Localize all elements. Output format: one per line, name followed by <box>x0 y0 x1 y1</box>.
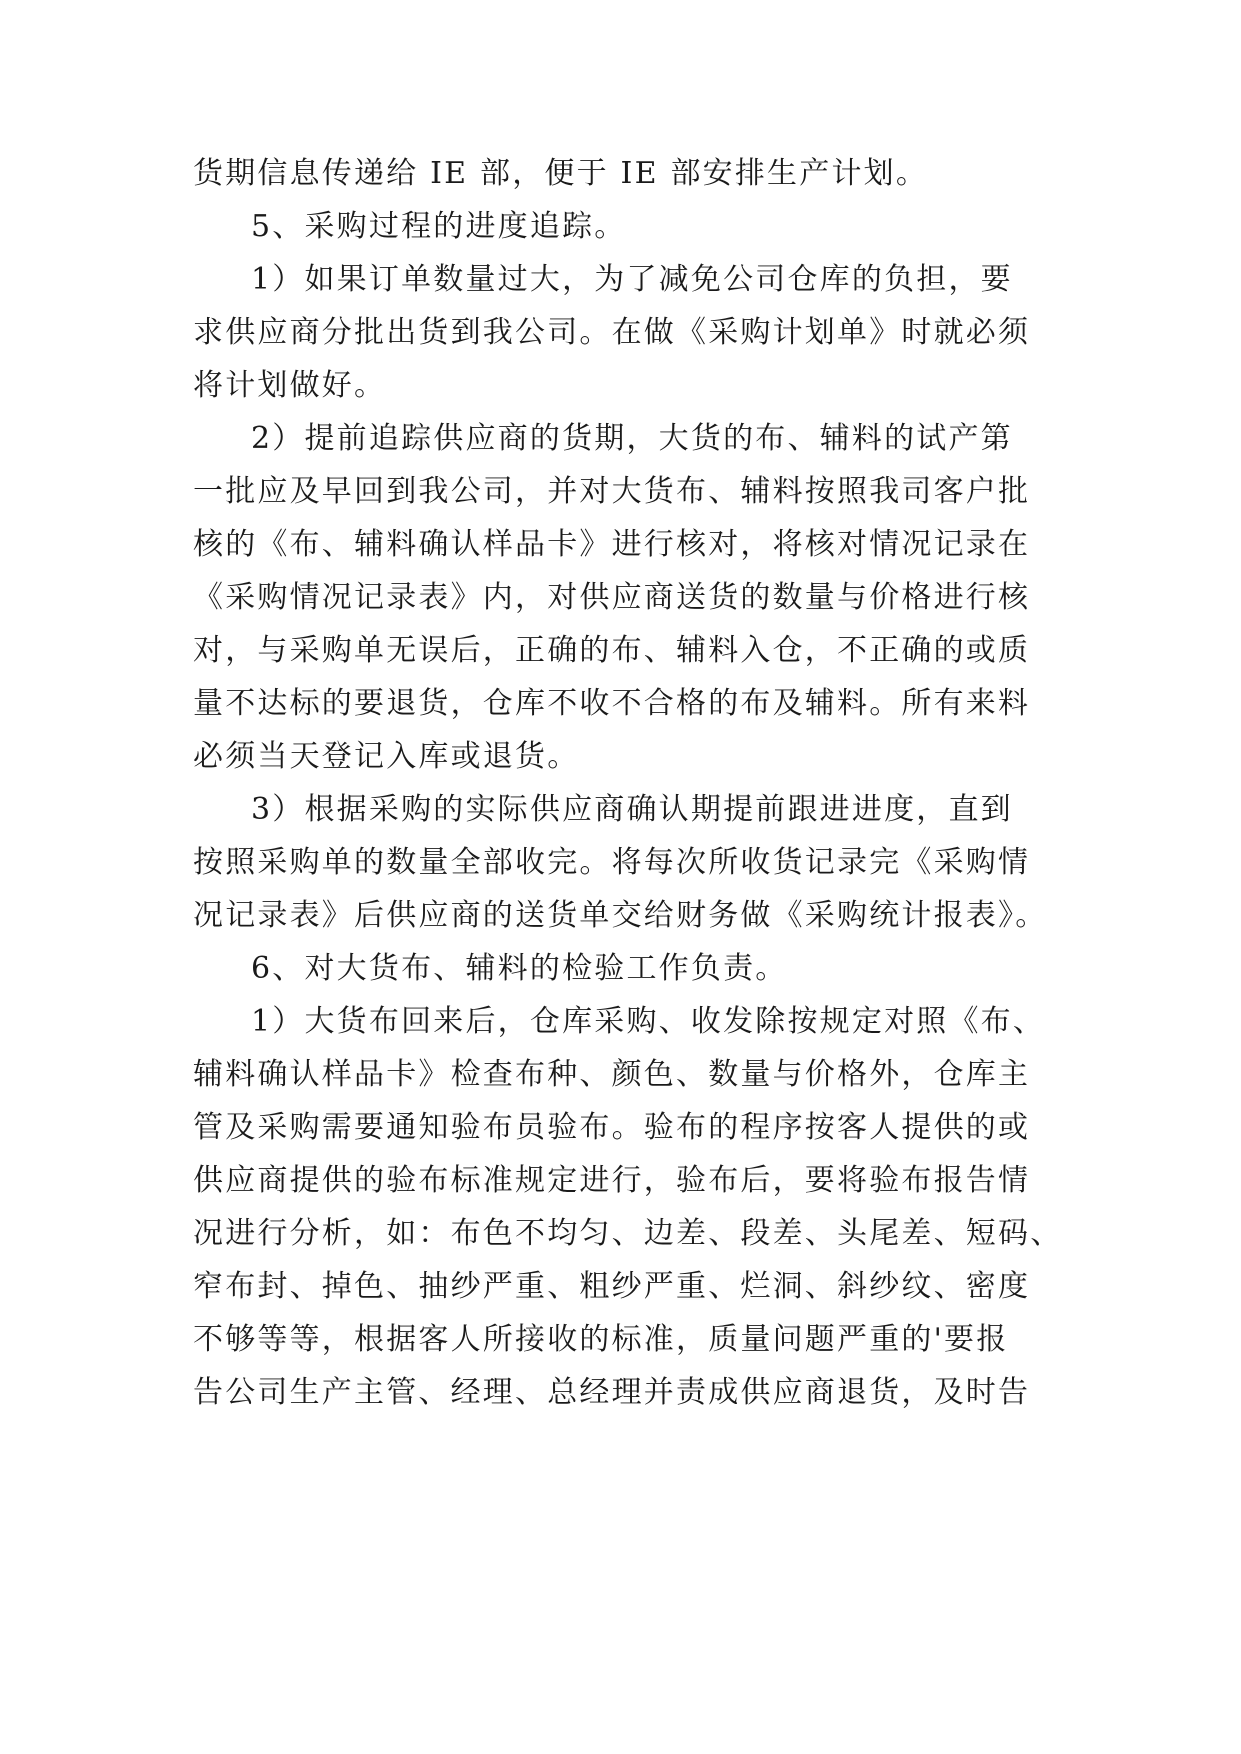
paragraph-start: 1）如果订单数量过大，为了减免公司仓库的负担，要 <box>251 262 1013 297</box>
text-line: 《采购情况记录表》内，对供应商送货的数量与价格进行核 <box>193 580 1031 615</box>
text-line: 管及采购需要通知验布员验布。验布的程序按客人提供的或 <box>193 1110 1031 1145</box>
text-line: 量不达标的要退货，仓库不收不合格的布及辅料。所有来料 <box>193 686 1031 721</box>
text-line: 告公司生产主管、经理、总经理并责成供应商退货，及时告 <box>193 1375 1031 1410</box>
text-line: 对，与采购单无误后，正确的布、辅料入仓，不正确的或质 <box>193 633 1031 668</box>
text-line: 窄布封、掉色、抽纱严重、粗纱严重、烂洞、斜纱纹、密度 <box>193 1269 1031 1304</box>
paragraph-start: 1）大货布回来后，仓库采购、收发除按规定对照《布、 <box>251 1004 1046 1039</box>
section-heading: 6、对大货布、辅料的检验工作负责。 <box>251 951 788 986</box>
text-line: 将计划做好。 <box>193 368 387 403</box>
text-line: 必须当天登记入库或退货。 <box>193 739 580 774</box>
text-line: 况进行分析，如：布色不均匀、边差、段差、头尾差、短码、 <box>193 1216 1063 1251</box>
text-line: 一批应及早回到我公司，并对大货布、辅料按照我司客户批 <box>193 474 1031 509</box>
paragraph-start: 3）根据采购的实际供应商确认期提前跟进进度，直到 <box>251 792 1013 827</box>
text-line: 不够等等，根据客人所接收的标准，质量问题严重的'要报 <box>193 1322 1009 1357</box>
text-line: 货期信息传递给 IE 部，便于 IE 部安排生产计划。 <box>193 156 929 191</box>
text-line: 供应商提供的验布标准规定进行，验布后，要将验布报告情 <box>193 1163 1031 1198</box>
text-line: 核的《布、辅料确认样品卡》进行核对，将核对情况记录在 <box>193 527 1031 562</box>
paragraph-start: 2）提前追踪供应商的货期，大货的布、辅料的试产第 <box>251 421 1013 456</box>
text-line: 求供应商分批出货到我公司。在做《采购计划单》时就必须 <box>193 315 1031 350</box>
text-line: 辅料确认样品卡》检查布种、颜色、数量与价格外，仓库主 <box>193 1057 1031 1092</box>
section-heading: 5、采购过程的进度追踪。 <box>251 209 627 244</box>
text-line: 按照采购单的数量全部收完。将每次所收货记录完《采购情 <box>193 845 1031 880</box>
text-line: 况记录表》后供应商的送货单交给财务做《采购统计报表》。 <box>193 898 1048 933</box>
